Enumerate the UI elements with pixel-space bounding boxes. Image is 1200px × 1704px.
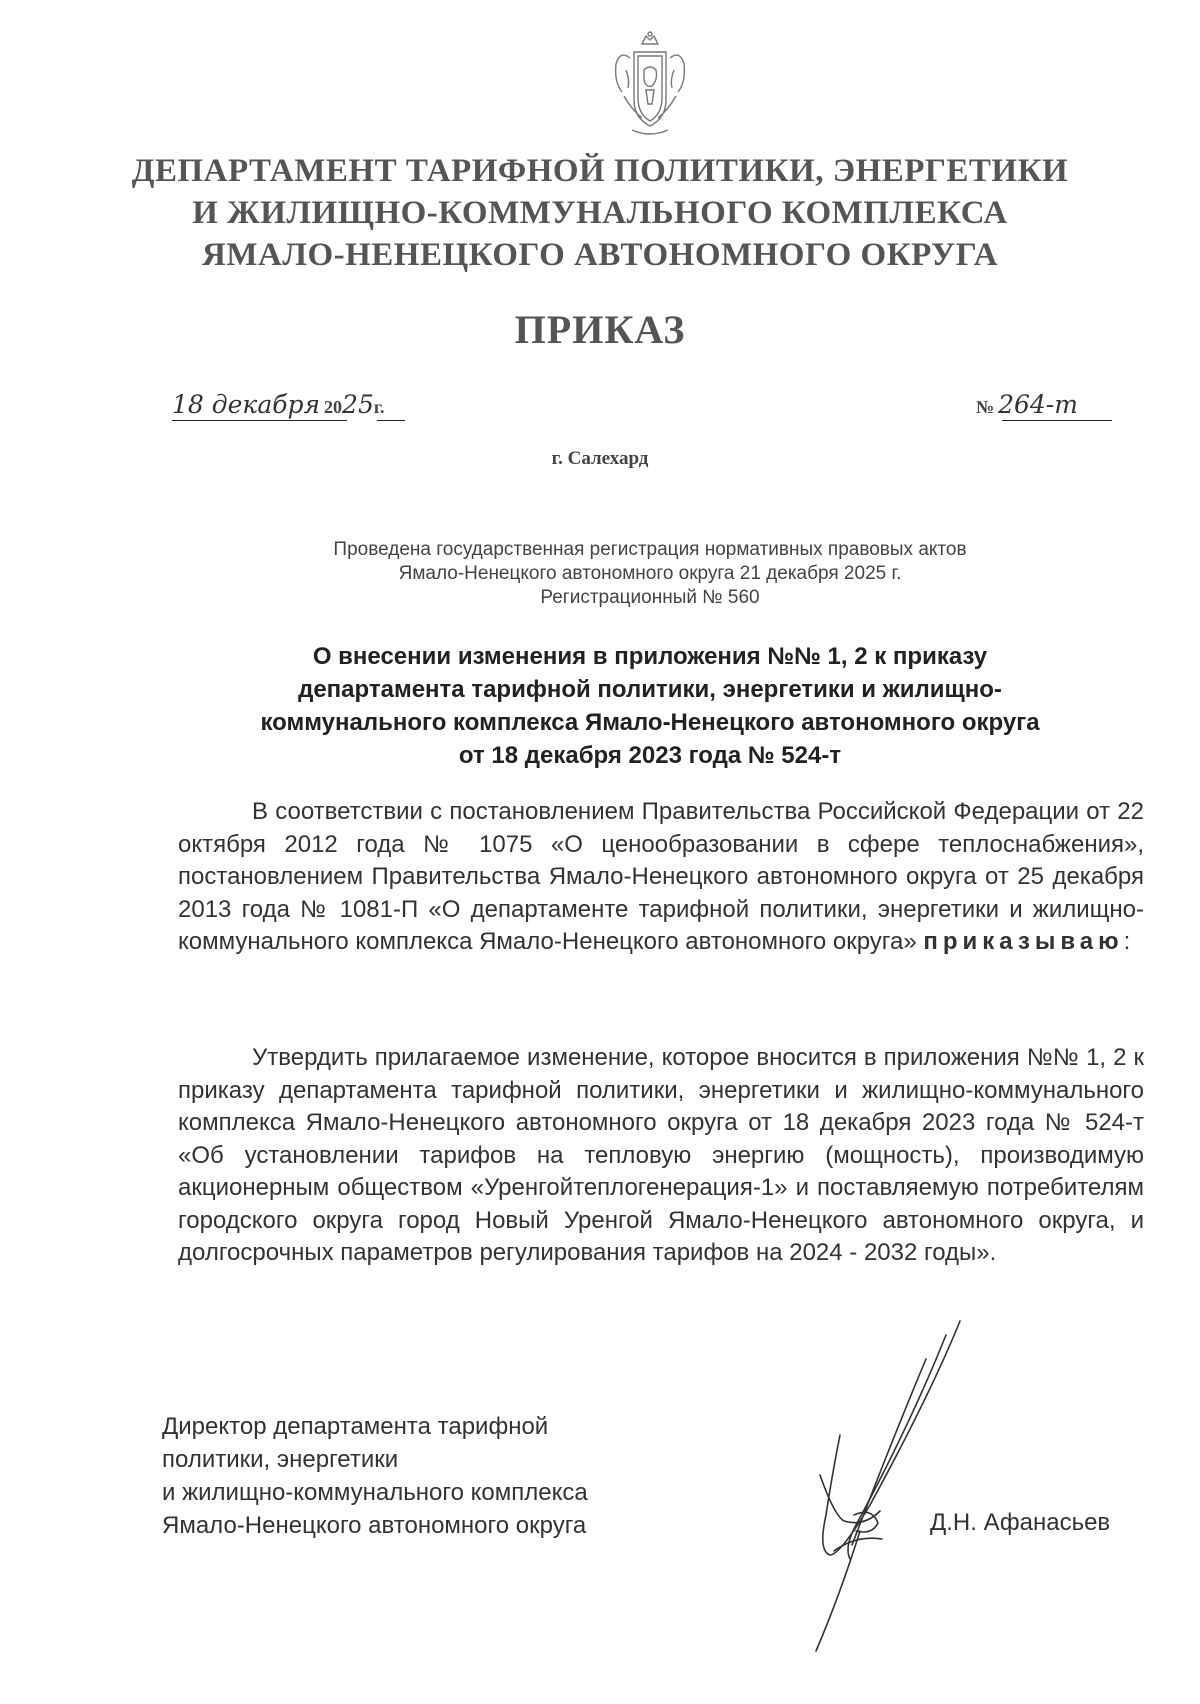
signer-position-line-2: политики, энергетики bbox=[162, 1446, 399, 1473]
date-underline bbox=[172, 420, 347, 421]
city-of-issue: г. Салехард bbox=[551, 448, 649, 469]
order-word: приказываю bbox=[923, 928, 1124, 955]
order-title-line-2: департамента тарифной политики, энергетики и жилищно- bbox=[298, 676, 1002, 703]
registration-line-2: Ямало-Ненецкого автономного округа 21 декабря 2025 г. bbox=[398, 563, 902, 584]
handwritten-signature-icon bbox=[760, 1315, 1000, 1655]
preamble-paragraph bbox=[178, 796, 1144, 959]
department-name-line-1: ДЕПАРТАМЕНТ ТАРИФНОЙ ПОЛИТИКИ, ЭНЕРГЕТИКИ bbox=[131, 153, 1069, 189]
preamble-text: В соответствии с постановлением Правительства Российской Федерации от 22 октября 2012 года № 1075 «О ценообразовании в сфере теплоснабжения», постановлением Правительства Ямало-Ненецкого автономного округа от 25 декабря 2013 года № 1081-П «О департаменте тарифной политики, энергетики и жилищно-коммунального комплекса Ямало-Ненецкого автономного округа» bbox=[178, 798, 1144, 955]
department-name-line-2: И ЖИЛИЩНО-КОММУНАЛЬНОГО КОМПЛЕКСА bbox=[192, 195, 1008, 231]
order-date bbox=[172, 390, 452, 430]
number-underline bbox=[1002, 420, 1112, 421]
document-type-heading: ПРИКАЗ bbox=[514, 307, 686, 352]
number-value: 264-т bbox=[998, 390, 1078, 419]
signer-position-line-4: Ямало-Ненецкого автономного округа bbox=[162, 1512, 587, 1539]
number-label: № bbox=[976, 397, 995, 417]
order-title-line-3: коммунального комплекса Ямало-Ненецкого автономного округа bbox=[260, 709, 1040, 736]
department-name-line-3: ЯМАЛО-НЕНЕЦКОГО АВТОНОМНОГО ОКРУГА bbox=[202, 237, 998, 273]
coat-of-arms-icon bbox=[612, 30, 688, 140]
order-number bbox=[976, 390, 1126, 430]
signer-name: Д.Н. Афанасьев bbox=[930, 1509, 1111, 1536]
date-day-month: 18 декабря bbox=[172, 390, 321, 419]
order-colon: : bbox=[1123, 928, 1131, 955]
date-year-suffix: 25 bbox=[342, 390, 374, 419]
resolution-paragraph: Утвердить прилагаемое изменение, которое вносится в приложения №№ 1, 2 к приказу департамента тарифной политики, энергетики и жилищно-коммунального комплекса Ямало-Ненецкого автономного округа от 18 декабря 2023 года № 524-т «Об установлении тарифов на тепловую энергию (мощность), производимую акционерным обществом «Уренгойтеплогенерация-1» и поставляемую потребителям городского округа город Новый Уренгой Ямало-Ненецкого автономного округа, и долгосрочных параметров регулирования тарифов на 2024 - 2032 годы». bbox=[178, 1044, 1144, 1266]
registration-line-3: Регистрационный № 560 bbox=[540, 587, 760, 608]
registration-line-1: Проведена государственная регистрация нормативных правовых актов bbox=[333, 539, 967, 560]
order-title-line-4: от 18 декабря 2023 года № 524-т bbox=[458, 742, 842, 769]
signer-position-line-3: и жилищно-коммунального комплекса bbox=[162, 1479, 588, 1506]
date-year-unit: г. bbox=[373, 397, 385, 417]
signer-position-line-1: Директор департамента тарифной bbox=[162, 1413, 549, 1440]
order-title-line-1: О внесении изменения в приложения №№ 1, 2 к приказу bbox=[312, 643, 988, 670]
date-year-prefix: 20 bbox=[324, 397, 343, 417]
year-underline bbox=[377, 420, 405, 421]
